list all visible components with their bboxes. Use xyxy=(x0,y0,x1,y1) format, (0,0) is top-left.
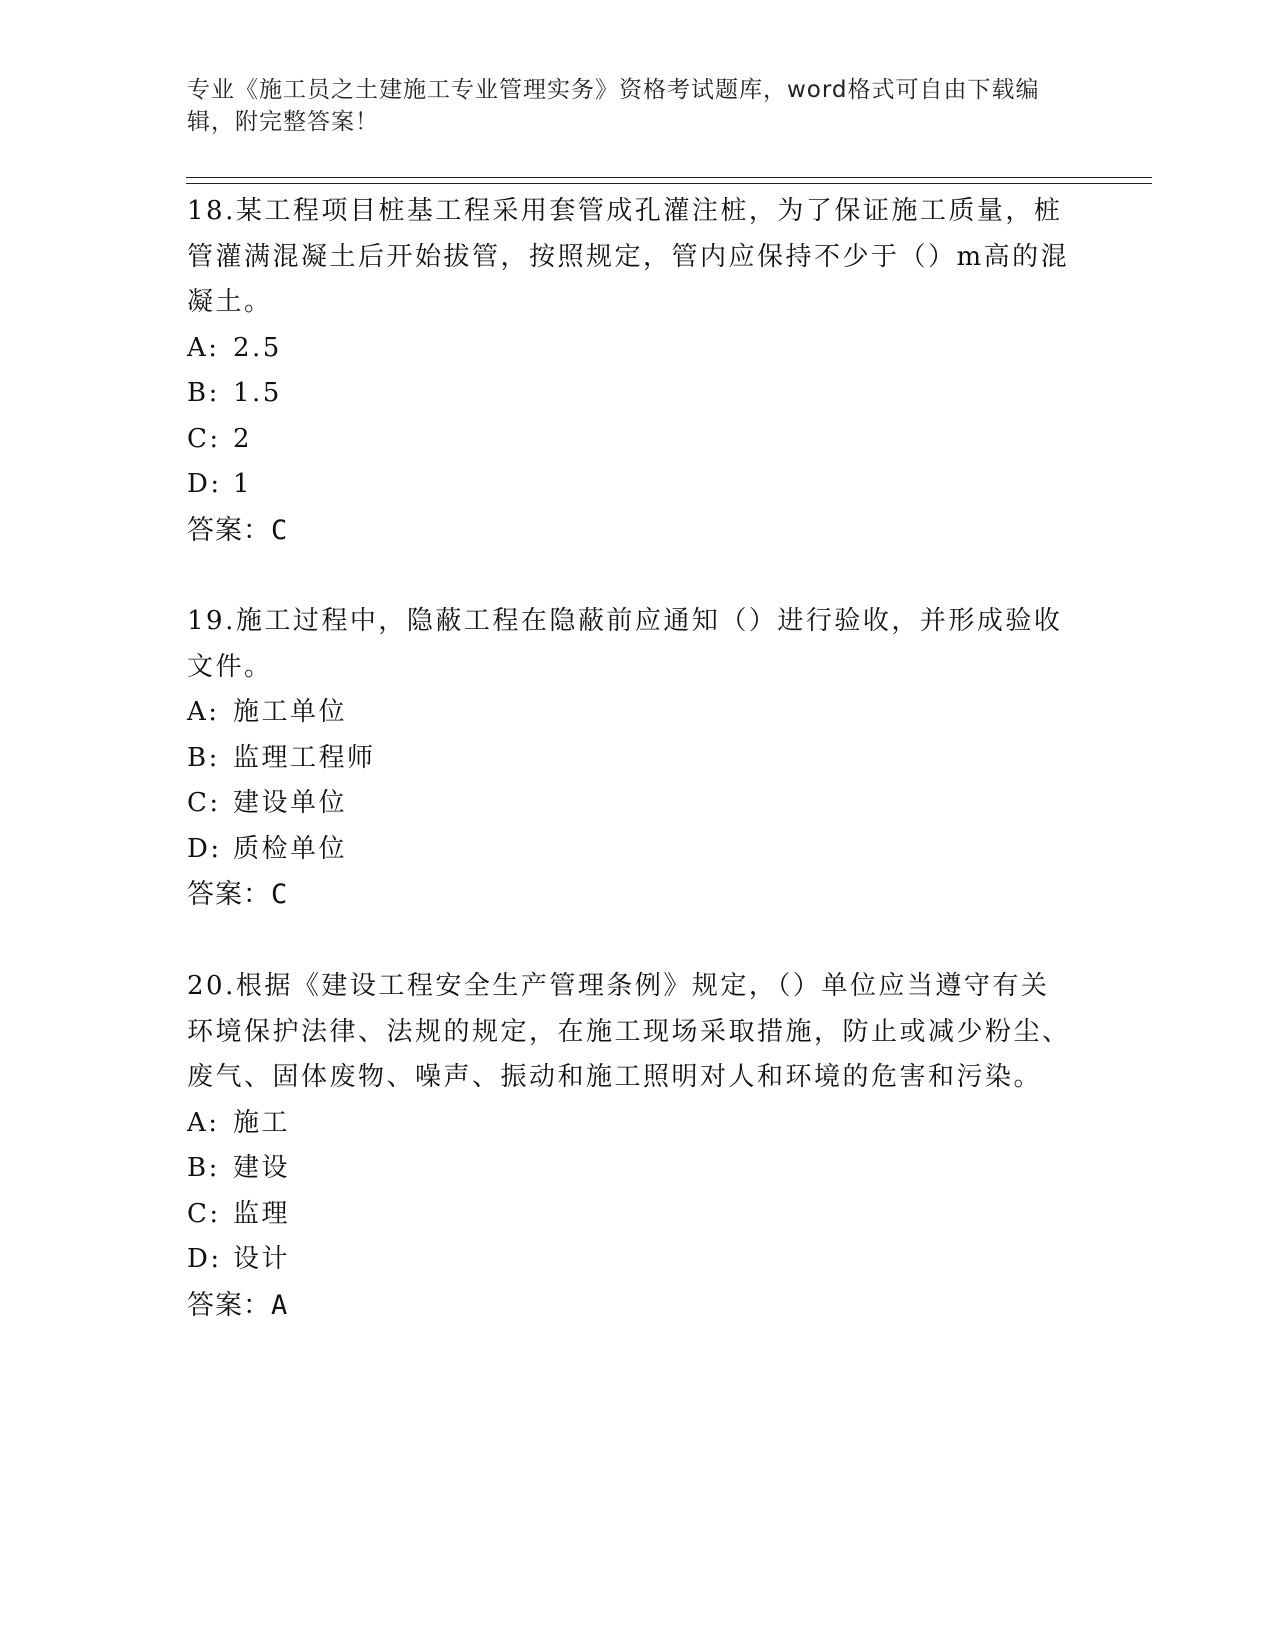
option-letter: B: xyxy=(187,378,220,408)
option-text: 1.5 xyxy=(233,378,282,408)
option-text: 2.5 xyxy=(233,332,282,363)
option-letter: B: xyxy=(187,1153,220,1183)
answer-value: C xyxy=(271,514,289,546)
option-c xyxy=(187,1192,1087,1238)
question-18 xyxy=(187,189,1087,553)
option-letter: D: xyxy=(187,469,222,499)
option-b xyxy=(187,736,1087,782)
header-line-2: 辑，附完整答案！ xyxy=(187,109,379,135)
option-b xyxy=(187,1146,1087,1192)
option-d xyxy=(187,827,1087,873)
document-header xyxy=(187,74,1067,138)
answer-label: 答案： xyxy=(187,879,271,910)
option-text: 建设单位 xyxy=(233,788,348,818)
option-text: 1 xyxy=(233,469,253,499)
question-stem: 19.施工过程中，隐蔽工程在隐蔽前应通知（）进行验收，并形成验收文件。 xyxy=(187,606,1063,682)
option-text: 2 xyxy=(233,423,253,454)
question-stem: 20.根据《建设工程安全生产管理条例》规定，（）单位应当遵守有关环境保护法律、法规的规定，在施工现场采取措施，防止或减少粉尘、废气、固体废物、噪声、振动和施工照明对人和环境的危害和污染。 xyxy=(187,971,1071,1092)
option-text: 监理工程师 xyxy=(233,742,376,773)
option-b xyxy=(187,371,1087,417)
option-letter: D: xyxy=(187,833,222,864)
answer-line xyxy=(187,872,1087,918)
option-text: 设计 xyxy=(233,1244,291,1274)
header-line-1: 专业《施工员之土建施工专业管理实务》资格考试题库，word格式可自由下载编 xyxy=(187,77,1040,103)
option-c xyxy=(187,417,1087,463)
option-text: 监理 xyxy=(233,1198,291,1229)
question-stem: 18.某工程项目桩基工程采用套管成孔灌注桩，为了保证施工质量，桩管灌满混凝土后开始拔管，按照规定，管内应保持不少于（）m高的混凝土。 xyxy=(187,196,1070,317)
header-divider-bottom xyxy=(186,183,1152,184)
option-text: 质检单位 xyxy=(233,833,348,864)
option-letter: C: xyxy=(187,788,221,818)
option-d xyxy=(187,1237,1087,1283)
answer-label: 答案： xyxy=(187,514,271,546)
option-letter: A: xyxy=(187,332,220,363)
option-c xyxy=(187,781,1087,827)
answer-value: A xyxy=(271,1289,289,1321)
answer-label: 答案： xyxy=(187,1289,271,1321)
option-text: 施工单位 xyxy=(233,697,348,727)
option-a xyxy=(187,326,1087,372)
option-letter: D: xyxy=(187,1244,222,1274)
question-19 xyxy=(187,599,1087,918)
answer-value: C xyxy=(271,879,289,910)
question-20 xyxy=(187,964,1087,1328)
option-a xyxy=(187,690,1087,736)
option-text: 施工 xyxy=(233,1107,291,1138)
option-text: 建设 xyxy=(233,1153,291,1183)
option-letter: C: xyxy=(187,1198,221,1229)
answer-line xyxy=(187,1283,1087,1329)
option-letter: B: xyxy=(187,742,220,773)
option-letter: A: xyxy=(187,1107,220,1138)
option-d xyxy=(187,462,1087,508)
header-divider-top xyxy=(186,177,1152,178)
option-letter: C: xyxy=(187,423,221,454)
option-a xyxy=(187,1101,1087,1147)
answer-line xyxy=(187,508,1087,554)
option-letter: A: xyxy=(187,697,220,727)
